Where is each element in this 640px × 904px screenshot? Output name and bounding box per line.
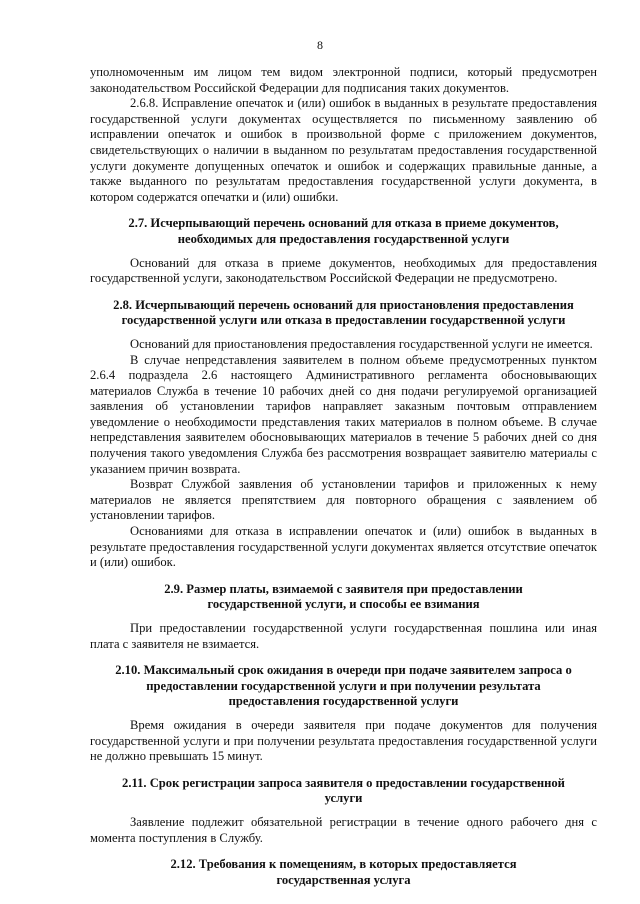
paragraph-2-6-8: 2.6.8. Исправление опечаток и (или) ошибок в выданных в результате предоставления государственной услуги документах осуществляется по письменному заявлению об исправлении опечаток и ошибок в произвольной форме с приложением документов, свидетельствующих о наличии в выданном по результатам предоставления государственной услуги документе допущенных опечаток и ошибок и содержащих правильные данные, а также выданного по результатам предоставления государственной услуги документа, в котором содержатся опечатки и (или) ошибки. <box>90 96 597 204</box>
paragraph-2-9-1: При предоставлении государственной услуги государственная пошлина или иная плата с заявителя не взимается. <box>90 621 597 651</box>
paragraph-2-8-1: Оснований для приостановления предоставления государственной услуги не имеется. <box>130 336 593 351</box>
section-heading-2-8: 2.8. Исчерпывающий перечень оснований для приостановления предоставления государственной услуги или отказа в предоставлении государственной услуги <box>113 297 574 328</box>
paragraph-continuation: уполномоченным им лицом тем видом электронной подписи, который предусмотрен законодательством Российской Федерации для подписания таких документов. <box>90 65 597 95</box>
section-heading-2-12: 2.12. Требования к помещениям, в которых предоставляется государственная услуга <box>170 857 517 887</box>
page-number: 8 <box>317 38 323 52</box>
paragraph-2-7-1: Оснований для отказа в приеме документов, необходимых для предоставления государственной услуги, законодательством Российской Федерации не предусмотрено. <box>90 255 597 286</box>
section-heading-2-7: 2.7. Исчерпывающий перечень оснований для отказа в приеме документов, необходимых для предоставления государственной услуги <box>128 216 559 246</box>
paragraph-2-10-1: Время ожидания в очереди заявителя при подаче документов для получения государственной услуги и при получении результата предоставления государственной услуги не должно превышать 15 минут. <box>90 717 597 764</box>
paragraph-2-11-1: Заявление подлежит обязательной регистрации в течение одного рабочего дня с момента поступления в Службу. <box>90 814 597 845</box>
document-body <box>90 65 597 896</box>
paragraph-2-8-3: Возврат Службой заявления об установлении тарифов и приложенных к нему материалов не является препятствием для повторного обращения с заявлением об установлении тарифов. <box>90 477 597 523</box>
section-heading-2-10: 2.10. Максимальный срок ожидания в очереди при подаче заявителем запроса о предоставлении государственной услуги и при получении результата предоставления государственной услуги <box>115 663 572 709</box>
section-heading-2-9: 2.9. Размер платы, взимаемой с заявителя при предоставлении государственной услуги, и способы ее взимания <box>164 581 523 612</box>
paragraph-2-8-4: Основаниями для отказа в исправлении опечаток и (или) ошибок в выданных в результате предоставления государственной услуги документах является отсутствие опечаток и (или) ошибок. <box>90 524 597 570</box>
section-heading-2-11: 2.11. Срок регистрации запроса заявителя о предоставлении государственной услуги <box>122 775 565 806</box>
paragraph-2-8-2: В случае непредставления заявителем в полном объеме предусмотренных пунктом 2.6.4 подраздела 2.6 настоящего Административного регламента обосновывающих материалов Служба в течение 10 рабочих дней со дня подачи регулируемой организацией заявления об установлении тарифов направляет заказным почтовым отправлением уведомление о необходимости представления таких материалов в полном объеме. В случае непредставления заявителем обосновывающих материалов в течение 5 рабочих дней со дня получения такого уведомления Служба без рассмотрения возвращает заявителю материалы с указанием причин возврата. <box>90 352 597 476</box>
